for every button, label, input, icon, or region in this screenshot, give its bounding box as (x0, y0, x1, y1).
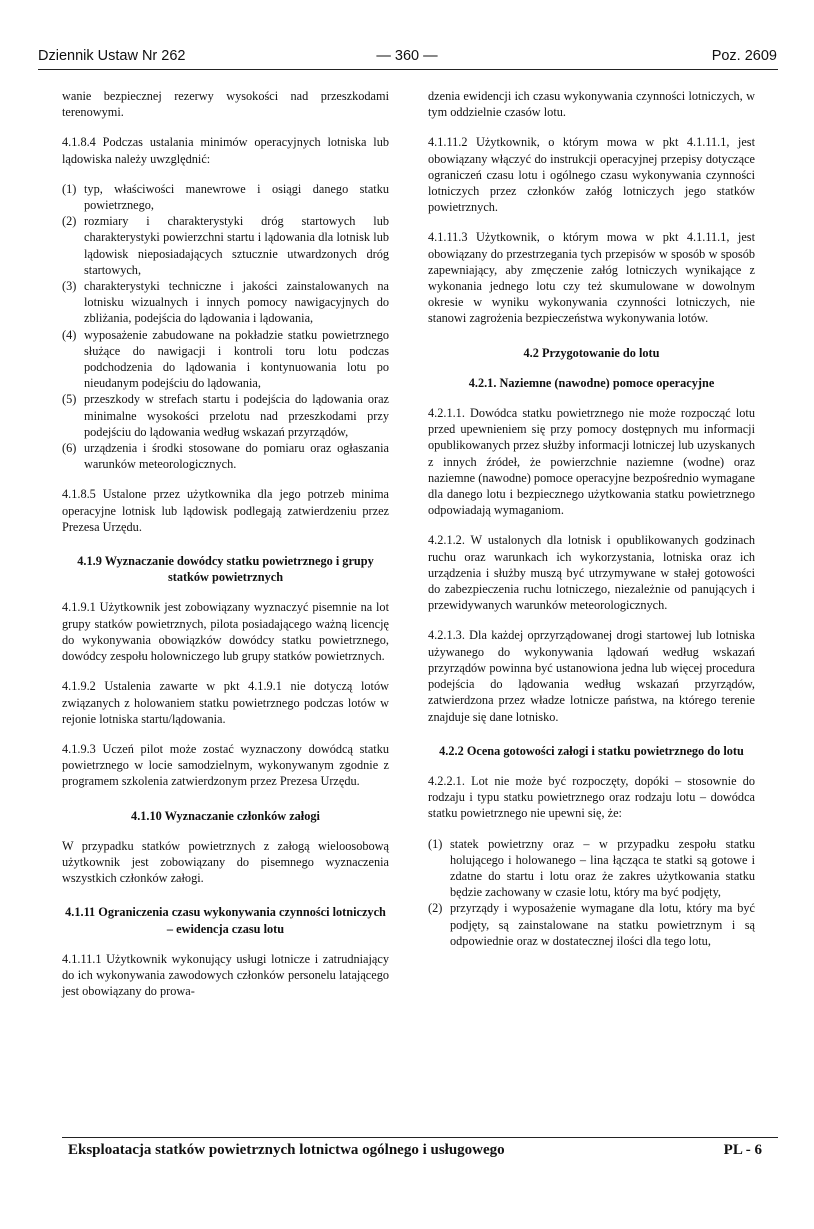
list-text: statek powietrzny oraz – w przypadku zespołu statku holującego i holowanego – lina łącząca te statki są gotowe i zdatne do startu i lotu oraz że zakres użytkowania statku będzie zachowany w czasie lotu, który ma być podjęty, (450, 836, 755, 900)
list-item (62, 440, 389, 472)
paragraph: 4.1.11.1 Użytkownik wykonujący usługi lotnicze i zatrudniający do ich wykonywania zawodowych członków personelu latającego jest obowiązany do prowa- (62, 951, 389, 999)
list-item (428, 900, 755, 949)
right-column (428, 88, 755, 963)
requirements-list (428, 836, 755, 949)
header-divider (38, 69, 778, 70)
section-heading: 4.1.9 Wyznaczanie dowódcy statku powietrznego i grupy statków powietrznych (77, 554, 374, 585)
paragraph: wanie bezpiecznej rezerwy wysokości nad przeszkodami terenowymi. (62, 89, 389, 120)
paragraph: 4.1.9.3 Uczeń pilot może zostać wyznaczony dowódcą statku powietrznego w locie samodzielnym, wykonywanym zgodnie z programem szkolenia zatwierdzonym przez Prezesa Urzędu. (62, 741, 389, 789)
section-heading: 4.1.10 Wyznaczanie członków załogi (131, 808, 320, 823)
paragraph: 4.2.2.1. Lot nie może być rozpoczęty, dopóki – stosownie do rodzaju i typu statku powietrznego oraz rodzaju lotu – dowódca statku powietrznego nie upewni się, że: (428, 773, 755, 821)
list-text: przyrządy i wyposażenie wymagane dla lotu, który ma być podjęty, są zainstalowane na statku powietrznym i są odpowiednie oraz w dostatecznej ilości dla tego lotu, (450, 901, 755, 948)
list-text: rozmiary i charakterystyki dróg startowych lub charakterystyki powierzchni startu i lądowania dla lotnisk lub lądowisk nieposiadających sztucznie utwardzonych dróg startowych, (84, 214, 389, 277)
list-number: (6) (62, 441, 77, 456)
section-heading: 4.2.1. Naziemne (nawodne) pomoce operacyjne (468, 375, 715, 390)
left-column (62, 88, 389, 1013)
list-item (62, 278, 389, 327)
section-heading: 4.2 Przygotowanie do lotu (523, 345, 660, 360)
footer-code: PL - 6 (723, 1142, 762, 1158)
position-number: Poz. 2609 (711, 48, 777, 64)
page-number: — 360 — (376, 48, 438, 64)
footer-title: Eksploatacja statków powietrznych lotnictwa ogólnego i usługowego (68, 1142, 505, 1158)
list-number: (5) (62, 392, 77, 407)
list-item (62, 327, 389, 392)
list-number: (3) (62, 279, 77, 294)
list-text: charakterystyki techniczne i jakości zainstalowanych na lotnisku wizualnych i innych pomocy nawigacyjnych do zbliżania, podejścia do lądowania i lądowania, (84, 279, 389, 326)
paragraph: 4.2.1.3. Dla każdej oprzyrządowanej drogi startowej lub lotniska używanego do wykonywania lądowań według wskazań przyrządów powinna być ustanowiona jedna lub więcej procedura podejścia do lądowania według wskazań przyrządów, zatwierdzona przez władze lotnicze państwa, na którego terenie znajduje się dane lotnisko. (428, 628, 755, 724)
paragraph: 4.1.8.4 Podczas ustalania minimów operacyjnych lotniska lub lądowiska należy uwzględnić: (62, 135, 389, 166)
journal-title: Dziennik Ustaw Nr 262 (38, 48, 186, 64)
list-number: (4) (62, 327, 77, 342)
paragraph: dzenia ewidencji ich czasu wykonywania czynności lotniczych, w tym oddzielnie czasów lotu. (428, 89, 755, 120)
list-item (62, 213, 389, 278)
list-number: (2) (62, 214, 77, 229)
list-text: typ, właściwości manewrowe i osiągi danego statku powietrznego, (84, 181, 389, 213)
paragraph: 4.2.1.2. W ustalonych dla lotnisk i opublikowanych godzinach ruchu oraz warunkach ich wykorzystania, lotniska oraz ich urządzenia i służby muszą być utrzymywane w stałej gotowości do zabezpieczenia ruchu lotniczego, niezależnie od panujących i przewidywanych warunków meteorologicznych. (428, 533, 755, 613)
paragraph: 4.1.9.1 Użytkownik jest zobowiązany wyznaczyć pisemnie na lot grupy statków powietrznych, pilota posiadającego ważną licencję do wykonywania obowiązków dowódcy statku powietrznego, dowódcy zespołu holowniczego lub grupy statków powietrznych. (62, 600, 389, 664)
list-text: przeszkody w strefach startu i podejścia do lądowania oraz minimalne wysokości przelotu nad przeszkodami przy podejściu do lądowania według wskazań przyrządów, (84, 392, 389, 439)
paragraph: 4.2.1.1. Dowódca statku powietrznego nie może rozpocząć lotu przed upewnieniem się przy pomocy dostępnych mu informacji opublikowanych przez służby informacji lotniczej lub uzyskanych z innych źródeł, że powierzchnie naziemne (wodne) oraz naziemne (nawodne) pomoce operacyjne bezpośrednio wymagane dla danego lotu i bezpiecznego użytkowania statku powietrznego odpowiadają wymaganiom. (428, 406, 755, 518)
list-text: wyposażenie zabudowane na pokładzie statku powietrznego służące do nawigacji i kontroli toru lotu podczas podchodzenia do lądowania i kontynuowania lotu po nieudanym podejściu do lądowania, (84, 327, 389, 391)
list-item (428, 836, 755, 901)
list-number: (2) (428, 901, 443, 916)
list-item (62, 181, 389, 213)
paragraph: 4.1.8.5 Ustalone przez użytkownika dla jego potrzeb minima operacyjne lotnisk lub lądowisk podlegają zatwierdzeniu przez Prezesa Urzędu. (62, 487, 389, 534)
paragraph: W przypadku statków powietrznych z załogą wieloosobową użytkownik jest zobowiązany do pisemnego wyznaczenia wszystkich członków załogi. (62, 838, 389, 886)
list-item (62, 391, 389, 440)
footer-divider (62, 1137, 778, 1138)
section-heading: 4.1.11 Ograniczenia czasu wykonywania czynności lotniczych – ewidencja czasu lotu (65, 905, 386, 936)
requirements-list (62, 181, 389, 473)
paragraph: 4.1.11.2 Użytkownik, o którym mowa w pkt 4.1.11.1, jest obowiązany włączyć do instrukcji operacyjnej przepisy dotyczące ograniczeń czasu lotu i ogólnego czasu wykonywania czynności lotniczych przez członków załóg lotniczych jego statków powietrznych. (428, 135, 755, 215)
section-heading: 4.2.2 Ocena gotowości załogi i statku powietrznego do lotu (439, 743, 744, 758)
paragraph: 4.1.11.3 Użytkownik, o którym mowa w pkt 4.1.11.1, jest obowiązany do przestrzegania tych przepisów w sposób w sposób zapewniający, aby zmęczenie załóg lotniczych wynikające z wykonania jednego lotu czy też skumulowane w dowolnym okresie w wyniku wykonywania czynności lotniczych, nie stanowi zagrożenia bezpieczeństwa wykonywania lotów. (428, 230, 755, 326)
paragraph: 4.1.9.2 Ustalenia zawarte w pkt 4.1.9.1 nie dotyczą lotów związanych z holowaniem statku powietrznego podczas lotów w rejonie lotniska startu/lądowania. (62, 679, 389, 726)
list-number: (1) (62, 181, 77, 196)
list-text: urządzenia i środki stosowane do pomiaru oraz ogłaszania warunków meteorologicznych. (84, 441, 389, 472)
list-number: (1) (428, 836, 443, 851)
